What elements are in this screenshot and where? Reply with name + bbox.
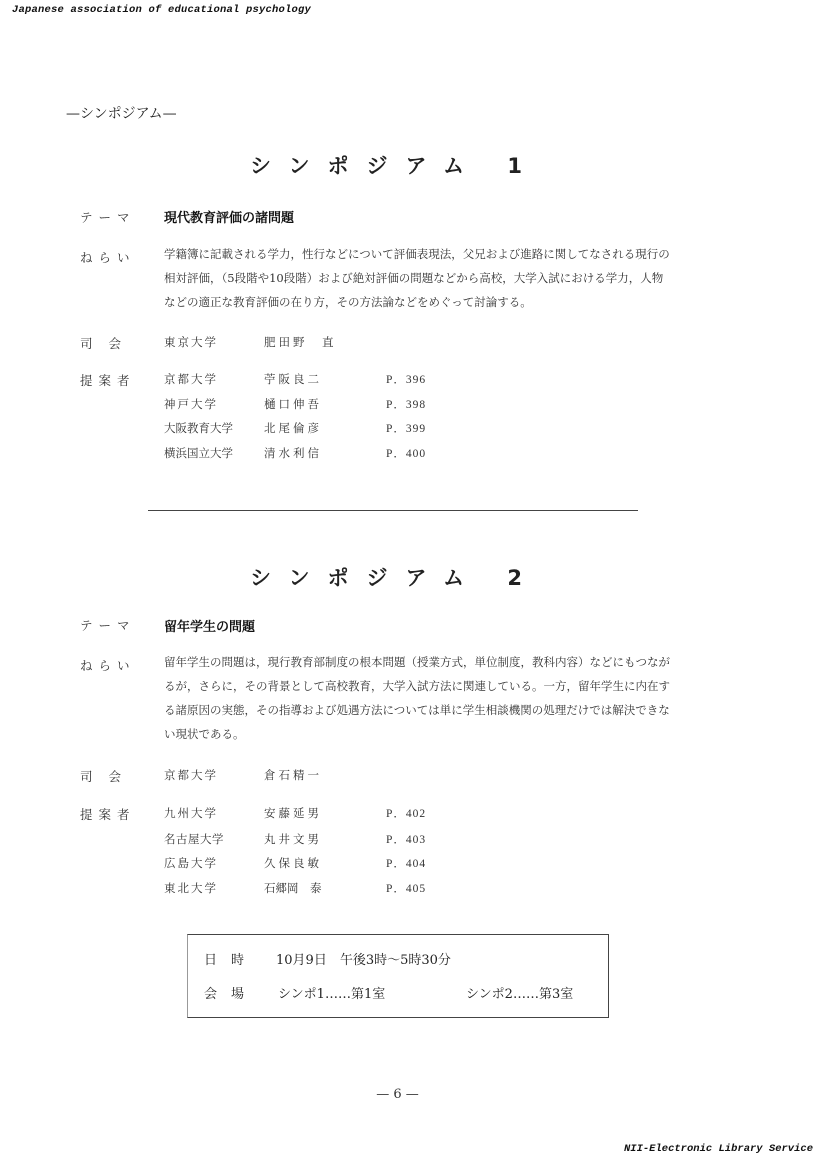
presenter-page: P．402 bbox=[386, 808, 427, 820]
symposium-2-theme: 留年学生の問題 bbox=[164, 620, 256, 635]
presenter-name: 北尾倫彦 bbox=[264, 421, 322, 435]
chair-university: 東京大学 bbox=[164, 335, 218, 349]
theme-label: テーマ bbox=[80, 618, 136, 633]
presenter-page: P．400 bbox=[386, 448, 427, 460]
date-value: 10月9日 午後3時～5時30分 bbox=[276, 953, 451, 968]
symposium-2-aim bbox=[164, 650, 724, 746]
presenter-university: 京都大学 bbox=[164, 372, 218, 386]
presenter-page: P．405 bbox=[386, 883, 427, 895]
presenter-university: 大阪教育大学 bbox=[164, 421, 233, 435]
venue-room-1: シンポ1……第1室 bbox=[278, 987, 386, 1002]
presenter-page: P．404 bbox=[386, 858, 427, 870]
section-tag: —シンポジアム— bbox=[66, 106, 177, 122]
presenters-label: 提案者 bbox=[80, 373, 136, 388]
presenter-name: 樋口伸吾 bbox=[264, 397, 322, 411]
presenter-name: 苧阪良二 bbox=[264, 372, 322, 386]
aim-line: るが，さらに，その背景として高校教育，大学入試方法に関連している。一方，留年学生に内在す bbox=[164, 679, 670, 693]
schedule-box bbox=[187, 934, 609, 1018]
chair-name: 肥田野 直 bbox=[264, 335, 337, 349]
date-label: 日時 bbox=[204, 953, 259, 968]
chair-university: 京都大学 bbox=[164, 768, 218, 782]
chair-label: 司 会 bbox=[80, 769, 127, 784]
aim-line: い現状である。 bbox=[164, 727, 245, 741]
symposium-2-title: シンポジアム 2 bbox=[250, 566, 540, 590]
aim-label: ねらい bbox=[80, 658, 136, 673]
symposium-1-theme: 現代教育評価の諸問題 bbox=[164, 211, 295, 226]
aim-line: などの適正な教育評価の在り方，その方法論などをめぐって討論する。 bbox=[164, 295, 532, 309]
presenter-university: 名古屋大学 bbox=[164, 832, 224, 846]
presenter-university: 九州大学 bbox=[164, 806, 218, 820]
symposium-1-title: シンポジアム 1 bbox=[250, 154, 540, 178]
presenter-page: P．399 bbox=[386, 423, 427, 435]
chair-name: 倉石精一 bbox=[264, 768, 322, 782]
aim-line: る諸原因の実態，その指導および処遇方法については単に学生相談機関の処理だけでは解決できな bbox=[164, 703, 670, 717]
presenters-label: 提案者 bbox=[80, 807, 136, 822]
aim-line: 学籍簿に記載される学力，性行などについて評価表現法，父兄および進路に関してなされる現行の bbox=[164, 247, 670, 261]
aim-label: ねらい bbox=[80, 250, 136, 265]
presenter-university: 神戸大学 bbox=[164, 397, 218, 411]
presenter-name: 清水利信 bbox=[264, 446, 322, 460]
venue-label: 会場 bbox=[204, 987, 259, 1002]
aim-line: 留年学生の問題は，現行教育部制度の根本問題（授業方式，単位制度，教科内容）などにもつなが bbox=[164, 655, 670, 669]
section-divider bbox=[148, 510, 638, 511]
presenter-page: P．403 bbox=[386, 834, 427, 846]
aim-line: 相対評価，（5段階や10段階）および絶対評価の問題などから高校，大学入試における学力，人物 bbox=[164, 271, 664, 285]
chair-label: 司 会 bbox=[80, 336, 127, 351]
presenter-name: 久保良敏 bbox=[264, 856, 322, 870]
presenter-page: P．398 bbox=[386, 399, 427, 411]
theme-label: テーマ bbox=[80, 210, 136, 225]
library-footer: NII-Electronic Library Service bbox=[623, 1143, 813, 1155]
presenter-university: 横浜国立大学 bbox=[164, 446, 233, 460]
presenter-university: 広島大学 bbox=[164, 856, 218, 870]
presenter-name: 安藤延男 bbox=[264, 806, 322, 820]
presenter-name: 石郷岡 泰 bbox=[264, 881, 322, 895]
symposium-1-aim bbox=[164, 242, 724, 314]
presenter-page: P．396 bbox=[386, 374, 427, 386]
page-number: — 6 — bbox=[376, 1087, 419, 1102]
venue-room-2: シンポ2……第3室 bbox=[466, 987, 574, 1002]
presenter-university: 東北大学 bbox=[164, 881, 218, 895]
journal-header: Japanese association of educational psychology bbox=[12, 4, 312, 16]
presenter-name: 丸井文男 bbox=[264, 832, 322, 846]
